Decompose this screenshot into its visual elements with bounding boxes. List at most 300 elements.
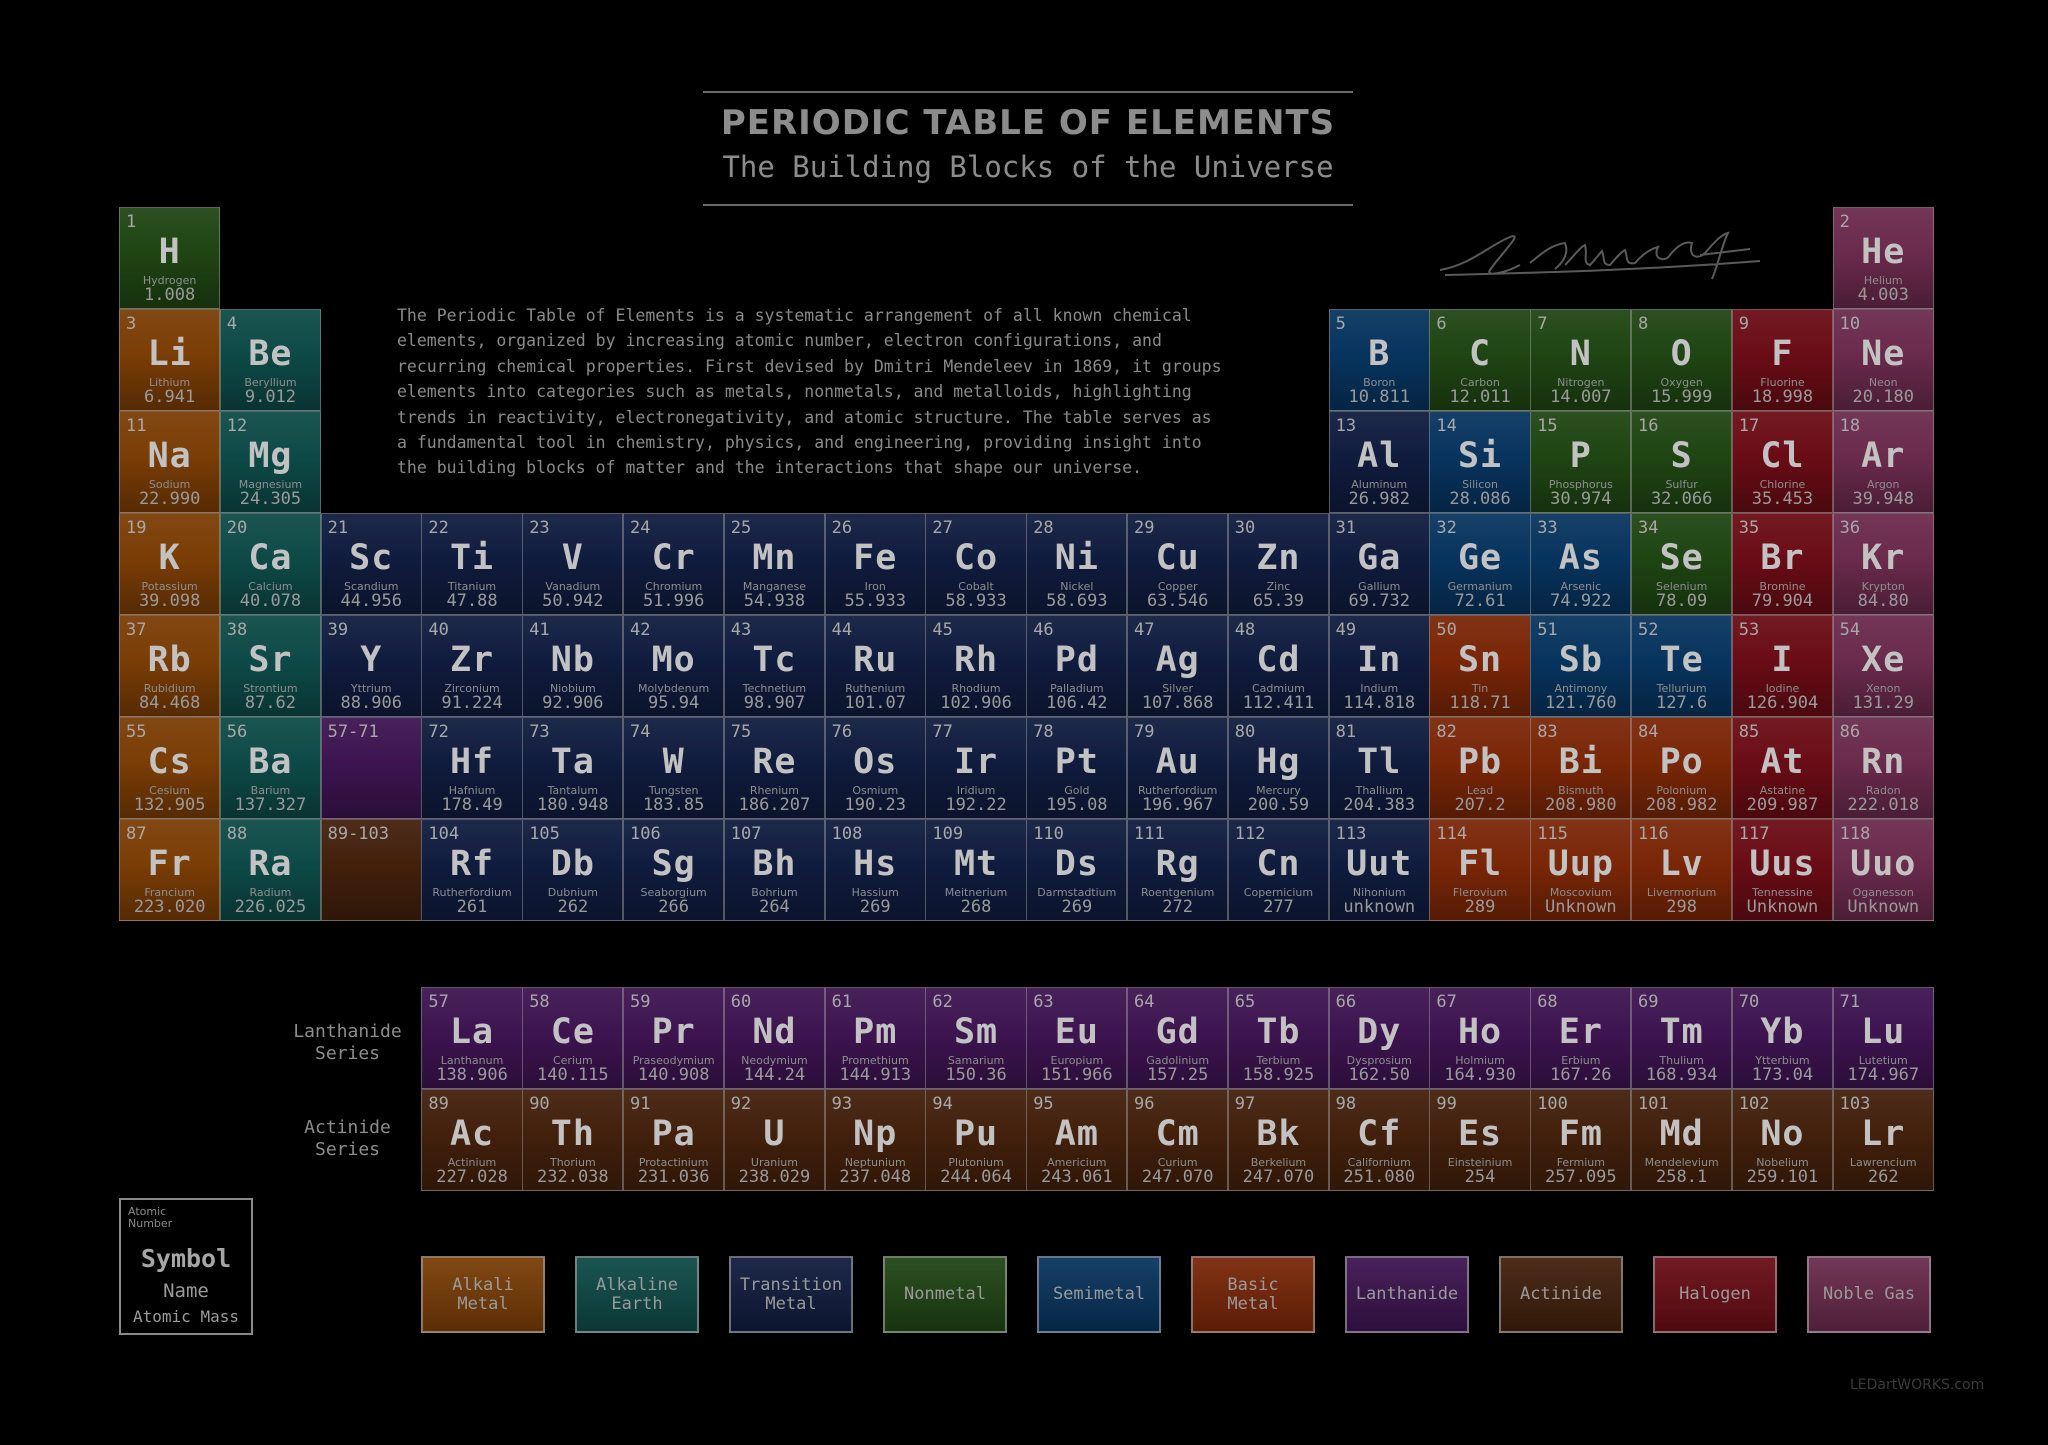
element-name: Oganesson xyxy=(1852,886,1914,899)
element-cell-bk xyxy=(1228,1089,1329,1191)
element-cell-c xyxy=(1429,309,1530,411)
element-name: Niobium xyxy=(549,682,596,695)
element-cell-ta xyxy=(522,717,623,819)
element-name: Xenon xyxy=(1866,682,1901,695)
atomic-mass: 88.906 xyxy=(340,693,402,713)
atomic-mass: 190.23 xyxy=(844,795,906,815)
atomic-mass: 151.966 xyxy=(1041,1065,1113,1085)
element-symbol: Lr xyxy=(1861,1114,1906,1154)
element-cell-cf xyxy=(1329,1089,1430,1191)
element-symbol: Sn xyxy=(1457,640,1503,680)
atomic-mass: 69.732 xyxy=(1348,591,1410,611)
atomic-number: 84 xyxy=(1638,722,1659,742)
atomic-number: 75 xyxy=(730,722,752,742)
atomic-number: 46 xyxy=(1033,620,1054,640)
atomic-mass: 84.80 xyxy=(1857,591,1909,611)
atomic-mass: 121.760 xyxy=(1545,693,1617,713)
element-name: Holmium xyxy=(1455,1054,1505,1067)
atomic-mass: unknown xyxy=(1343,897,1416,917)
atomic-number: 118 xyxy=(1839,824,1871,844)
element-name: Iodine xyxy=(1765,682,1800,695)
element-symbol: In xyxy=(1357,640,1402,680)
atomic-number: 103 xyxy=(1839,1094,1871,1114)
element-symbol: Rg xyxy=(1155,844,1200,884)
element-symbol: Fl xyxy=(1457,844,1503,884)
atomic-number: 13 xyxy=(1335,416,1357,436)
atomic-mass: 32.066 xyxy=(1650,489,1713,509)
element-symbol: Ac xyxy=(449,1114,495,1154)
element-symbol: At xyxy=(1760,742,1805,782)
element-cell-o xyxy=(1631,309,1732,411)
element-symbol: Md xyxy=(1659,1114,1704,1154)
atomic-number: 10 xyxy=(1839,314,1861,334)
element-name: Dubnium xyxy=(547,886,598,899)
element-symbol: Al xyxy=(1357,436,1402,476)
element-name: Europium xyxy=(1050,1054,1104,1067)
element-name: Thallium xyxy=(1355,784,1403,797)
element-name: Praseodymium xyxy=(632,1054,715,1067)
element-cell-ce xyxy=(522,987,623,1089)
atomic-mass: 168.934 xyxy=(1645,1065,1718,1085)
element-cell-mn xyxy=(724,513,825,615)
atomic-mass: 1.008 xyxy=(144,285,196,305)
atomic-mass: 112.411 xyxy=(1242,693,1315,713)
atomic-mass: 200.59 xyxy=(1247,795,1310,815)
atomic-mass: 20.180 xyxy=(1852,387,1914,407)
atomic-number: 57-71 xyxy=(327,722,379,742)
atomic-mass: 158.925 xyxy=(1242,1065,1315,1085)
element-symbol: Po xyxy=(1659,742,1704,782)
element-cell-cm xyxy=(1127,1089,1228,1191)
element-symbol: Cu xyxy=(1155,538,1200,578)
legend-item-halogen: Halogen xyxy=(1653,1256,1777,1333)
element-name: Silver xyxy=(1162,682,1194,695)
element-name: Scandium xyxy=(344,580,399,593)
element-name: Hydrogen xyxy=(142,274,197,287)
element-cell-sm xyxy=(925,987,1026,1089)
element-symbol: Ir xyxy=(953,742,999,782)
atomic-number: 71 xyxy=(1839,992,1861,1012)
series-placeholder-cell xyxy=(321,819,422,921)
element-name: Oxygen xyxy=(1660,376,1703,389)
element-cell-mo xyxy=(623,615,724,717)
intro-line: The Periodic Table of Elements is a systematic arrangement of all known chemical xyxy=(397,306,1192,325)
atomic-mass: 92.906 xyxy=(542,693,604,713)
element-symbol: Sc xyxy=(349,538,394,578)
element-name: Cobalt xyxy=(958,580,994,593)
atomic-number: 17 xyxy=(1738,416,1760,436)
atomic-number: 55 xyxy=(126,722,147,742)
atomic-number: 43 xyxy=(730,620,752,640)
atomic-number: 93 xyxy=(831,1094,853,1114)
legend-item-noble: Noble Gas xyxy=(1807,1256,1931,1333)
atomic-mass: 178.49 xyxy=(441,795,503,815)
element-name: Gallium xyxy=(1358,580,1401,593)
element-name: Actinium xyxy=(447,1156,497,1169)
element-symbol: Hf xyxy=(449,742,495,782)
element-symbol: Pt xyxy=(1054,742,1099,782)
element-symbol: La xyxy=(449,1012,495,1052)
element-cell-sb xyxy=(1530,615,1631,717)
element-symbol: Ho xyxy=(1457,1012,1503,1052)
element-name: Lutetium xyxy=(1858,1054,1908,1067)
atomic-mass: 150.36 xyxy=(945,1065,1007,1085)
element-cell-as xyxy=(1530,513,1631,615)
atomic-number: 34 xyxy=(1638,518,1659,538)
atomic-mass: 144.24 xyxy=(743,1065,806,1085)
element-symbol: Uus xyxy=(1749,844,1816,884)
element-cell-es xyxy=(1429,1089,1530,1191)
element-cell-mg xyxy=(220,411,321,513)
element-cell-pd xyxy=(1026,615,1127,717)
atomic-number: 62 xyxy=(932,992,953,1012)
element-symbol: H xyxy=(158,232,181,272)
atomic-mass: 101.07 xyxy=(844,693,906,713)
atomic-mass: 51.996 xyxy=(642,591,705,611)
element-cell-ds xyxy=(1026,819,1127,921)
atomic-mass: 167.26 xyxy=(1550,1065,1612,1085)
element-cell-ho xyxy=(1429,987,1530,1089)
atomic-number: 96 xyxy=(1134,1094,1155,1114)
atomic-number: 9 xyxy=(1738,314,1750,334)
atomic-number: 101 xyxy=(1638,1094,1669,1114)
atomic-number: 106 xyxy=(630,824,661,844)
element-name: Neon xyxy=(1868,376,1898,389)
element-symbol: Sg xyxy=(651,844,696,884)
element-name: Dysprosium xyxy=(1346,1054,1412,1067)
element-name: Iridium xyxy=(956,784,996,797)
element-symbol: Bh xyxy=(752,844,797,884)
element-symbol: Uuo xyxy=(1850,844,1917,884)
element-name: Neodymium xyxy=(741,1054,808,1067)
element-name: Copper xyxy=(1157,580,1198,593)
element-name: Copernicium xyxy=(1243,886,1314,899)
element-cell-ru xyxy=(825,615,926,717)
element-symbol: Kr xyxy=(1861,538,1906,578)
atomic-number: 6 xyxy=(1436,314,1447,334)
element-cell-n xyxy=(1530,309,1631,411)
legend-item-semimetal: Semimetal xyxy=(1037,1256,1161,1333)
element-cell-uut xyxy=(1329,819,1430,921)
intro-line: elements into categories such as metals, nonmetals, and metalloids, highlighting xyxy=(397,382,1192,402)
atomic-mass: 243.061 xyxy=(1041,1167,1113,1187)
legend-item-transition: Transition Metal xyxy=(729,1256,853,1333)
atomic-mass: 247.070 xyxy=(1242,1167,1315,1187)
element-symbol: Cd xyxy=(1256,640,1301,680)
atomic-number: 63 xyxy=(1033,992,1054,1012)
element-name: Barium xyxy=(250,784,291,797)
atomic-mass: 272 xyxy=(1162,897,1193,917)
element-cell-sn xyxy=(1429,615,1530,717)
atomic-mass: 261 xyxy=(456,897,488,917)
atomic-number: 22 xyxy=(428,518,449,538)
element-symbol: Ta xyxy=(550,742,595,782)
atomic-mass: 79.904 xyxy=(1751,591,1814,611)
element-cell-y xyxy=(321,615,422,717)
element-symbol: Ni xyxy=(1054,538,1099,578)
lanthanide-series-label: Lanthanide Series xyxy=(293,1021,402,1064)
atomic-number: 94 xyxy=(932,1094,953,1114)
element-cell-kr xyxy=(1833,513,1934,615)
element-name: Zirconium xyxy=(444,682,500,695)
element-cell-se xyxy=(1631,513,1732,615)
intro-line: a fundamental tool in chemistry, physics, and engineering, providing insight into xyxy=(397,433,1202,453)
atomic-number: 76 xyxy=(831,722,853,742)
element-cell-eu xyxy=(1026,987,1127,1089)
element-symbol: Rn xyxy=(1861,742,1906,782)
element-name: Francium xyxy=(144,886,195,899)
element-name: Plutonium xyxy=(948,1156,1004,1169)
element-name: Einsteinium xyxy=(1447,1156,1513,1169)
element-symbol: Be xyxy=(248,334,293,374)
element-name: Ytterbium xyxy=(1755,1054,1810,1067)
element-symbol: Es xyxy=(1457,1114,1503,1154)
element-cell-ar xyxy=(1833,411,1934,513)
element-name: Californium xyxy=(1347,1156,1411,1169)
atomic-number: 95 xyxy=(1033,1094,1054,1114)
element-cell-mt xyxy=(925,819,1026,921)
element-symbol: Nd xyxy=(752,1012,797,1052)
element-cell-rf xyxy=(421,819,522,921)
element-cell-bi xyxy=(1530,717,1631,819)
atomic-number: 81 xyxy=(1335,722,1357,742)
atomic-number: 51 xyxy=(1537,620,1558,640)
element-symbol: Pd xyxy=(1054,640,1099,680)
atomic-mass: 84.468 xyxy=(138,693,201,713)
atomic-number: 107 xyxy=(730,824,762,844)
element-cell-ti xyxy=(421,513,522,615)
element-name: Arsenic xyxy=(1560,580,1602,593)
element-symbol: Co xyxy=(953,538,999,578)
atomic-mass: 98.907 xyxy=(743,693,806,713)
element-cell-np xyxy=(825,1089,926,1191)
element-name: Bohrium xyxy=(751,886,798,899)
element-name: Tellurium xyxy=(1656,682,1707,695)
element-name: Silicon xyxy=(1462,478,1498,491)
atomic-mass: 9.012 xyxy=(244,387,297,407)
atomic-mass: 102.906 xyxy=(940,693,1012,713)
atomic-number: 92 xyxy=(730,1094,752,1114)
element-cell-hf xyxy=(421,717,522,819)
atomic-number: 54 xyxy=(1839,620,1861,640)
element-cell-sr xyxy=(220,615,321,717)
element-cell-p xyxy=(1530,411,1631,513)
element-cell-cr xyxy=(623,513,724,615)
element-name: Strontium xyxy=(243,682,298,695)
element-name: Potassium xyxy=(141,580,198,593)
element-cell-rn xyxy=(1833,717,1934,819)
atomic-number: 2 xyxy=(1839,212,1850,232)
element-symbol: Cl xyxy=(1760,436,1805,476)
atomic-number: 29 xyxy=(1134,518,1155,538)
element-cell-ca xyxy=(220,513,321,615)
atomic-mass: 157.25 xyxy=(1146,1065,1209,1085)
atomic-number: 88 xyxy=(226,824,248,844)
intro-line: elements, organized by increasing atomic number, electron configurations, and xyxy=(397,331,1162,351)
element-symbol: Fr xyxy=(147,844,192,884)
atomic-number: 24 xyxy=(630,518,651,538)
atomic-number: 73 xyxy=(529,722,550,742)
element-name: Chromium xyxy=(645,580,703,593)
page-subtitle: The Building Blocks of the Universe xyxy=(722,150,1334,184)
atomic-mass: 254 xyxy=(1464,1167,1496,1187)
atomic-mass: 227.028 xyxy=(436,1167,508,1187)
element-cell-am xyxy=(1026,1089,1127,1191)
atomic-number: 115 xyxy=(1537,824,1568,844)
watermark: LEDartWORKS.com xyxy=(1850,1377,1985,1393)
atomic-mass: 55.933 xyxy=(844,591,906,611)
element-cell-v xyxy=(522,513,623,615)
element-name: Argon xyxy=(1866,478,1900,491)
element-symbol: Sm xyxy=(953,1012,999,1052)
element-cell-al xyxy=(1329,411,1430,513)
element-symbol: Yb xyxy=(1760,1012,1805,1052)
element-cell-uus xyxy=(1732,819,1833,921)
element-name: Zinc xyxy=(1266,580,1291,593)
element-name: Radon xyxy=(1865,784,1901,797)
atomic-number: 56 xyxy=(226,722,248,742)
element-symbol: Ds xyxy=(1054,844,1099,884)
atomic-number: 77 xyxy=(932,722,953,742)
element-cell-pr xyxy=(623,987,724,1089)
element-name: Cerium xyxy=(552,1054,593,1067)
title-top-rule xyxy=(703,91,1353,93)
element-symbol: No xyxy=(1760,1114,1805,1154)
atomic-mass: 10.811 xyxy=(1348,387,1410,407)
element-cell-os xyxy=(825,717,926,819)
element-name: Beryllium xyxy=(244,376,297,389)
atomic-mass: 39.948 xyxy=(1852,489,1914,509)
atomic-mass: 162.50 xyxy=(1348,1065,1410,1085)
atomic-number: 27 xyxy=(932,518,953,538)
element-name: Seaborgium xyxy=(640,886,707,899)
element-name: Lanthanum xyxy=(440,1054,504,1067)
element-cell-rg xyxy=(1127,819,1228,921)
element-symbol: Pu xyxy=(953,1114,999,1154)
element-name: Vanadium xyxy=(545,580,601,593)
element-name: Sulfur xyxy=(1665,478,1698,491)
element-cell-rb xyxy=(119,615,220,717)
element-symbol: Ca xyxy=(248,538,293,578)
atomic-mass: 251.080 xyxy=(1343,1167,1416,1187)
element-name: Tennessine xyxy=(1752,886,1813,899)
atomic-mass: 208.982 xyxy=(1645,795,1718,815)
atomic-mass: 50.942 xyxy=(542,591,604,611)
intro-line: the building blocks of matter and the interactions that shape our universe. xyxy=(397,458,1143,478)
element-name: Chlorine xyxy=(1759,478,1806,491)
atomic-mass: 277 xyxy=(1263,897,1294,917)
element-cell-no xyxy=(1732,1089,1833,1191)
atomic-mass: 209.987 xyxy=(1746,795,1819,815)
atomic-mass: 223.020 xyxy=(133,897,206,917)
element-name: Magnesium xyxy=(238,478,303,491)
element-name: Erbium xyxy=(1561,1054,1601,1067)
atomic-mass: 196.967 xyxy=(1141,795,1214,815)
atomic-number: 79 xyxy=(1134,722,1155,742)
element-cell-cu xyxy=(1127,513,1228,615)
element-name: Tin xyxy=(1471,682,1489,695)
element-cell-la xyxy=(421,987,522,1089)
element-symbol: C xyxy=(1469,334,1492,374)
element-name: Nihonium xyxy=(1352,886,1406,899)
atomic-number: 97 xyxy=(1234,1094,1256,1114)
element-cell-pu xyxy=(925,1089,1026,1191)
element-cell-ac xyxy=(421,1089,522,1191)
element-symbol: N xyxy=(1569,334,1592,374)
element-symbol: V xyxy=(561,538,584,578)
element-name: Cesium xyxy=(149,784,191,797)
element-symbol: Ga xyxy=(1357,538,1402,578)
atomic-mass: 237.048 xyxy=(839,1167,912,1187)
element-symbol: Ar xyxy=(1861,436,1906,476)
element-symbol: Y xyxy=(360,640,383,680)
element-cell-hg xyxy=(1228,717,1329,819)
atomic-number: 30 xyxy=(1234,518,1256,538)
atomic-mass: 195.08 xyxy=(1046,795,1108,815)
element-symbol: Si xyxy=(1457,436,1503,476)
element-symbol: Cs xyxy=(147,742,192,782)
key-symbol: Symbol xyxy=(140,1244,232,1273)
atomic-mass: 289 xyxy=(1464,897,1496,917)
atomic-number: 47 xyxy=(1134,620,1155,640)
atomic-mass: 126.904 xyxy=(1746,693,1819,713)
intro-line: recurring chemical properties. First devised by Dmitri Mendeleev in 1869, it groups xyxy=(397,356,1222,376)
element-symbol: He xyxy=(1861,232,1906,272)
element-cell-he xyxy=(1833,207,1934,309)
element-symbol: Ge xyxy=(1457,538,1503,578)
element-symbol: Tm xyxy=(1659,1012,1704,1052)
element-cell-si xyxy=(1429,411,1530,513)
element-cell-dy xyxy=(1329,987,1430,1089)
element-symbol: Tl xyxy=(1357,742,1402,782)
element-name: Radium xyxy=(249,886,292,899)
atomic-number: 1 xyxy=(126,212,137,232)
atomic-mass: 18.998 xyxy=(1751,387,1814,407)
atomic-number: 117 xyxy=(1738,824,1770,844)
element-name: Fluorine xyxy=(1760,376,1805,389)
atomic-number: 105 xyxy=(529,824,560,844)
atomic-number: 38 xyxy=(226,620,248,640)
atomic-number: 109 xyxy=(932,824,964,844)
atomic-mass: 35.453 xyxy=(1751,489,1814,509)
atomic-mass: 58.693 xyxy=(1046,591,1108,611)
element-symbol: Gd xyxy=(1155,1012,1200,1052)
atomic-mass: 28.086 xyxy=(1449,489,1511,509)
element-cell-pa xyxy=(623,1089,724,1191)
element-cell-ba xyxy=(220,717,321,819)
element-cell-uup xyxy=(1530,819,1631,921)
element-symbol: W xyxy=(662,742,685,782)
atomic-number: 14 xyxy=(1436,416,1457,436)
atomic-number: 18 xyxy=(1839,416,1861,436)
element-symbol: Os xyxy=(853,742,898,782)
atomic-mass: 58.933 xyxy=(945,591,1007,611)
element-cell-tb xyxy=(1228,987,1329,1089)
atomic-number: 33 xyxy=(1537,518,1558,538)
element-name: Molybdenum xyxy=(638,682,710,695)
element-cell-db xyxy=(522,819,623,921)
element-cell-th xyxy=(522,1089,623,1191)
element-name: Tantalum xyxy=(547,784,599,797)
element-cell-ge xyxy=(1429,513,1530,615)
element-symbol: Ra xyxy=(248,844,293,884)
element-name: Rhodium xyxy=(951,682,1001,695)
atomic-mass: 26.982 xyxy=(1348,489,1410,509)
element-cell-lv xyxy=(1631,819,1732,921)
element-cell-bh xyxy=(724,819,825,921)
element-name: Rutherfordium xyxy=(1137,784,1218,797)
element-name: Lawrencium xyxy=(1849,1156,1917,1169)
